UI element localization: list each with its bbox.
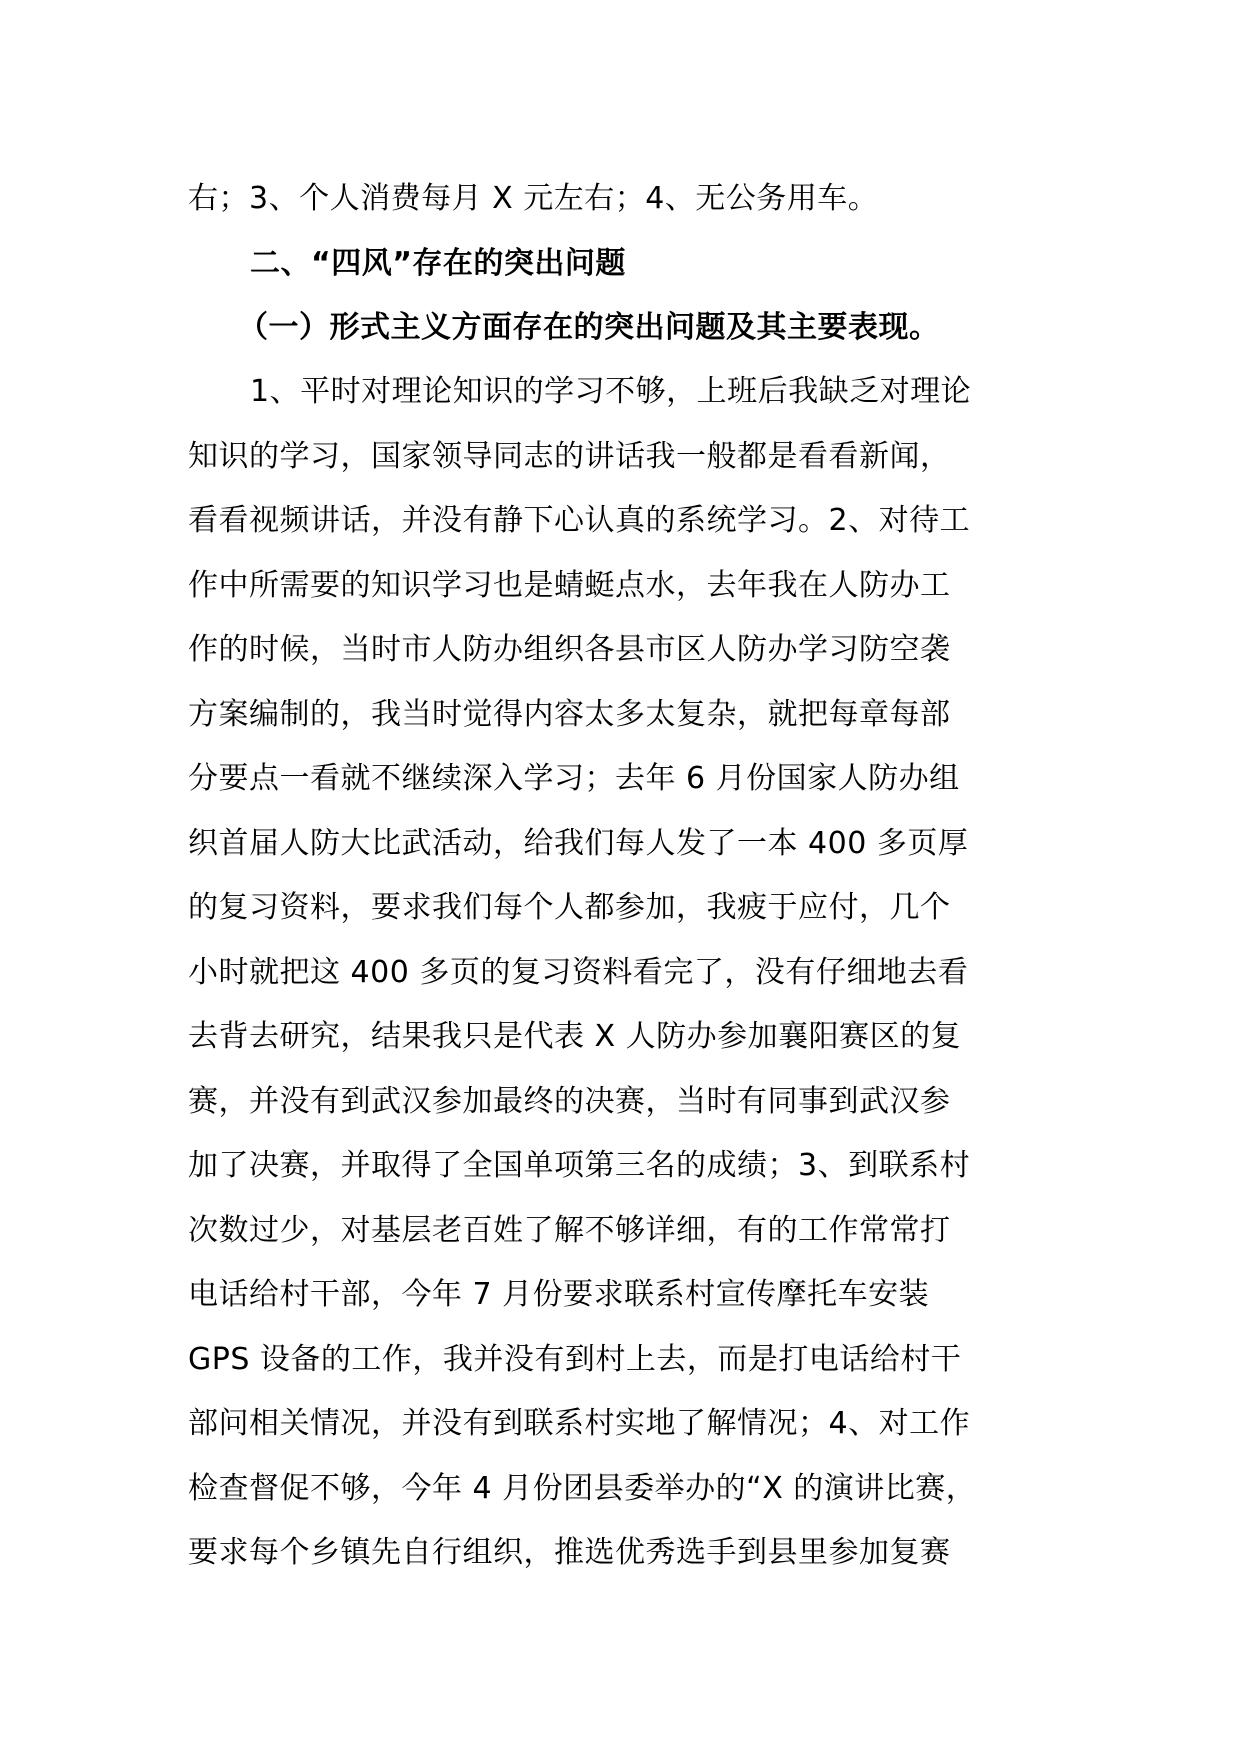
text-line: 看看视频讲话，并没有静下心认真的系统学习。2、对待工: [188, 503, 971, 538]
text-line: GPS 设备的工作，我并没有到村上去，而是打电话给村干: [188, 1342, 962, 1377]
text-line: 赛，并没有到武汉参加最终的决赛，当时有同事到武汉参: [188, 1084, 951, 1119]
text-line: 方案编制的，我当时觉得内容太多太复杂，就把每章每部: [188, 697, 951, 732]
paragraph-first-line: 1、平时对理论知识的学习不够，上班后我缺乏对理论: [250, 374, 972, 409]
text-line: 检查督促不够，今年 4 月份团县委举办的“X 的演讲比赛，: [188, 1471, 977, 1506]
text-line: 要求每个乡镇先自行组织，推选优秀选手到县里参加复赛: [188, 1535, 951, 1570]
text-line: 分要点一看就不继续深入学习；去年 6 月份国家人防办组: [188, 761, 960, 796]
text-line: 部问相关情况，并没有到联系村实地了解情况；4、对工作: [188, 1406, 971, 1441]
subsection-heading: （一）形式主义方面存在的突出问题及其主要表现。: [238, 310, 940, 345]
text-line: 作的时候，当时市人防办组织各县市区人防办学习防空袭: [188, 632, 951, 667]
text-line: 次数过少，对基层老百姓了解不够详细，有的工作常常打: [188, 1213, 951, 1248]
text-line: 右；3、个人消费每月 X 元左右；4、无公务用车。: [188, 181, 879, 216]
text-line: 织首届人防大比武活动，给我们每人发了一本 400 多页厚: [188, 826, 969, 861]
text-line: 去背去研究，结果我只是代表 X 人防办参加襄阳赛区的复: [188, 1019, 962, 1054]
text-line: 作中所需要的知识学习也是蜻蜓点水，去年我在人防办工: [188, 568, 951, 603]
text-line: 电话给村干部，今年 7 月份要求联系村宣传摩托车安装: [188, 1277, 930, 1312]
text-line: 加了决赛，并取得了全国单项第三名的成绩；3、到联系村: [188, 1148, 971, 1183]
text-line: 小时就把这 400 多页的复习资料看完了，没有仔细地去看: [188, 955, 969, 990]
text-line: 的复习资料，要求我们每个人都参加，我疲于应付，几个: [188, 890, 951, 925]
section-heading: 二、“四风”存在的突出问题: [250, 246, 626, 281]
text-line: 知识的学习，国家领导同志的讲话我一般都是看看新闻，: [188, 439, 951, 474]
